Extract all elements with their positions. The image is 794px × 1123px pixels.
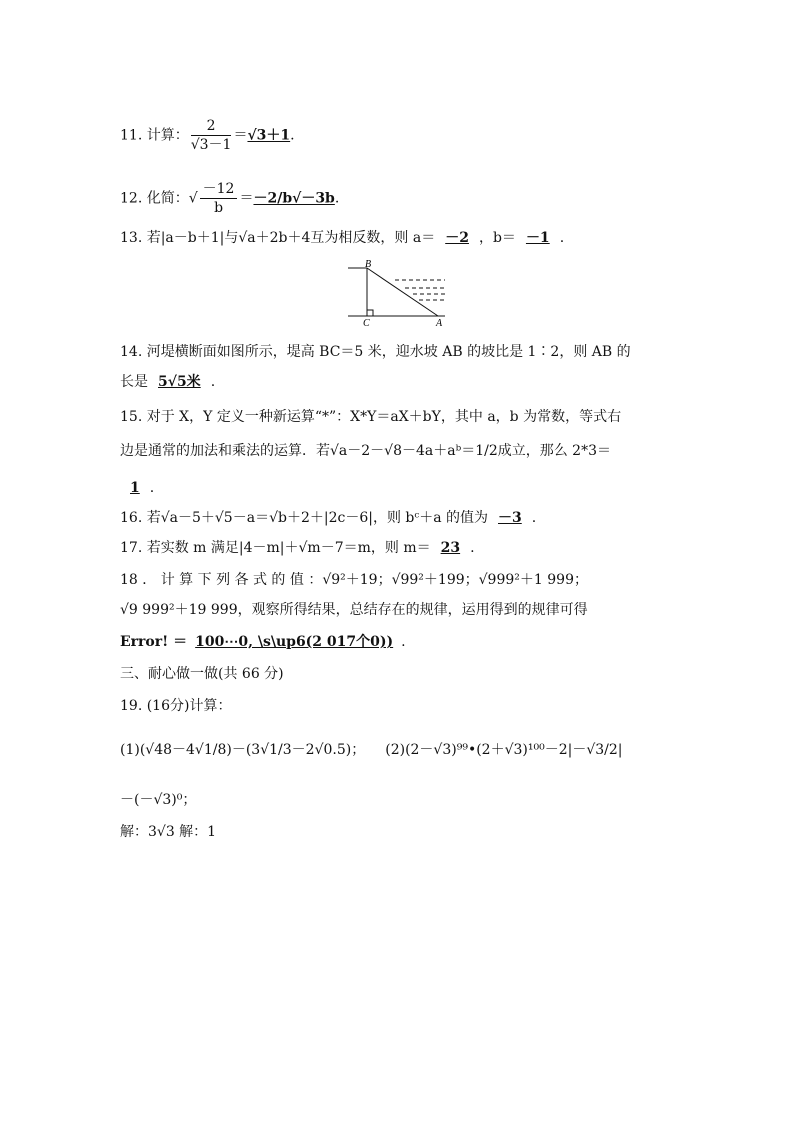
q19-part1: (1)(√48－4√1/8)－(3√1/3－2√0.5)； bbox=[120, 742, 366, 758]
section-3-heading: 三、耐心做一做(共 66 分) bbox=[120, 666, 284, 682]
q12-answer: －2/b√－3b bbox=[253, 190, 335, 207]
q12-equals: ＝ bbox=[239, 190, 254, 207]
question-17 bbox=[120, 538, 475, 558]
q12-den: b bbox=[214, 200, 224, 216]
q12-num: －12 bbox=[200, 180, 238, 199]
q17-end: . bbox=[470, 540, 475, 556]
question-15-line3 bbox=[120, 478, 154, 498]
question-18-line1: 18 ． 计 算 下 列 各 式 的 值 ：√9²＋19；√99²＋199；√999²＋1 999； bbox=[120, 572, 588, 588]
q13-end: . bbox=[559, 230, 565, 246]
q18-prefix: Error! ＝ bbox=[120, 634, 188, 650]
question-18-line3 bbox=[120, 632, 406, 652]
q18-end: . bbox=[401, 634, 406, 650]
q19-part2: (2)(2－√3)⁹⁹•(2＋√3)¹⁰⁰－2|－√3/2| bbox=[385, 742, 623, 758]
q16-answer: －3 bbox=[498, 510, 522, 526]
label-b: B bbox=[365, 259, 372, 270]
q18-answer: 100⋯0, \s\up6(2 017个0)) bbox=[195, 634, 394, 650]
q13-answer-a: －2 bbox=[445, 230, 469, 246]
q12-fraction bbox=[200, 180, 238, 217]
embankment-figure bbox=[345, 258, 455, 330]
question-11 bbox=[120, 117, 295, 154]
question-19-parts bbox=[120, 740, 623, 760]
q11-prefix: 11. 计算： bbox=[120, 127, 189, 144]
q16-text: 16. 若√a－5＋√5－a＝√b＋2＋|2c－6|，则 bᶜ＋a 的值为 bbox=[120, 510, 488, 526]
q11-equals: ＝ bbox=[233, 127, 248, 144]
q15-answer: 1 bbox=[130, 480, 140, 496]
question-19-line2: －(－√3)⁰； bbox=[120, 792, 197, 808]
question-19-solution: 解：3√3 解：1 bbox=[120, 824, 217, 840]
q15-end: . bbox=[149, 480, 155, 496]
q13-text: 13. 若|a－b＋1|与√a＋2b＋4互为相反数，则 a＝ bbox=[120, 230, 436, 246]
question-14-line1: 14. 河堤横断面如图所示，堤高 BC＝5 米，迎水坡 AB 的坡比是 1∶2，则 AB 的 bbox=[120, 344, 631, 360]
q17-text: 17. 若实数 m 满足|4－m|＋√m－7＝m，则 m＝ bbox=[120, 540, 431, 556]
question-15-line1: 15. 对于 X，Y 定义一种新运算“*”：X*Y＝aX＋bY，其中 a，b 为常数，等式右 bbox=[120, 409, 622, 425]
q14-end: . bbox=[210, 374, 216, 390]
q14-prefix: 长是 bbox=[120, 374, 148, 390]
q11-answer: √3＋1 bbox=[247, 127, 291, 144]
radical-icon: √ bbox=[188, 190, 198, 207]
q11-end: . bbox=[290, 127, 295, 144]
label-c: C bbox=[363, 318, 370, 329]
q11-denominator: √3－1 bbox=[190, 137, 232, 153]
label-a: A bbox=[436, 318, 443, 329]
q12-end: . bbox=[334, 190, 340, 207]
question-16 bbox=[120, 508, 536, 528]
question-15-line2: 边是通常的加法和乘法的运算．若√a－2－√8－4a＋aᵇ＝1/2成立，那么 2*3＝ bbox=[120, 443, 611, 459]
question-13 bbox=[120, 228, 564, 248]
q11-fraction bbox=[191, 117, 232, 154]
q13-answer-b: －1 bbox=[525, 230, 550, 246]
q13-mid: ，b＝ bbox=[478, 230, 516, 246]
q17-answer: 23 bbox=[440, 540, 461, 556]
question-18-line2: √9 999²＋19 999，观察所得结果，总结存在的规律，运用得到的规律可得 bbox=[120, 602, 588, 618]
q12-prefix: 12. 化简： bbox=[120, 190, 189, 207]
question-14-line2 bbox=[120, 372, 215, 392]
q11-numerator: 2 bbox=[191, 117, 232, 136]
q14-answer: 5√5米 bbox=[158, 374, 201, 390]
question-12 bbox=[120, 180, 339, 217]
q16-end: . bbox=[531, 510, 537, 526]
question-19-title: 19. (16分)计算： bbox=[120, 698, 232, 714]
